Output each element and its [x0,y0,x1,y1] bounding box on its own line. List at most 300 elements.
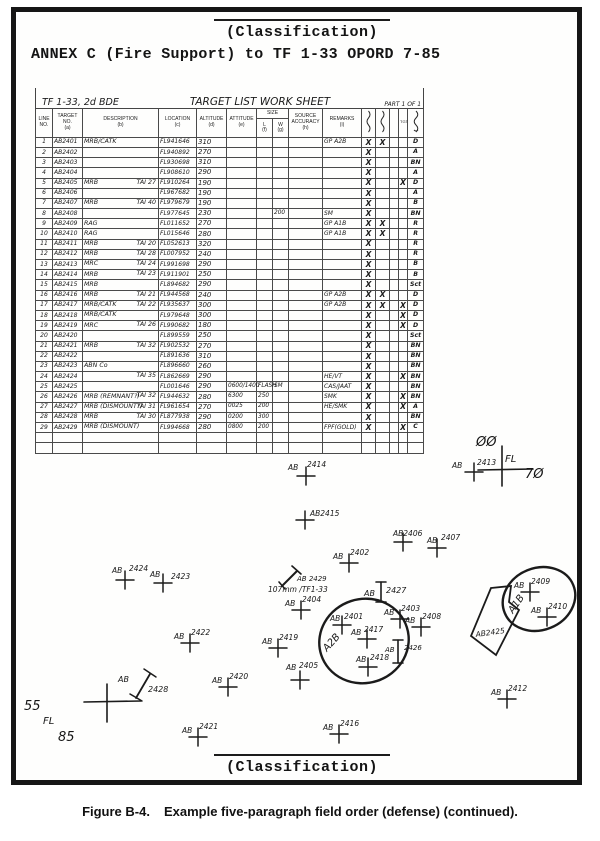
cell-c5: A [408,168,424,178]
cell-c4 [399,219,408,229]
cell-src [289,280,323,290]
cell-n: 25 [36,382,53,392]
target-row [36,249,424,259]
cell-loc: FL910264 [159,178,197,188]
cell-w [273,331,289,341]
svg-text:2422: 2422 [191,628,211,637]
cell-rem: GP A2B [323,290,362,300]
header-attitude: ATTITUDE (e) [227,109,257,138]
target-row [36,188,424,198]
cell-c4 [399,351,408,361]
cell-desc: MRB TAI 23 [83,270,159,280]
cell-c5: R [408,219,424,229]
cell-att [227,321,257,331]
cell-loc: FL944632 [159,392,197,402]
cell-w [273,137,289,147]
cell-tgt: AB2419 [53,321,83,331]
cell-c2 [376,280,390,290]
cell-n: 14 [36,270,53,280]
cell-desc: MRB TAI 28 [83,249,159,259]
cell-loc: FL862669 [159,372,197,382]
annex-title: ANNEX C (Fire Support) to TF 1-33 OPORD 7-85 [31,46,441,63]
cell-loc: FL052613 [159,239,197,249]
cell-loc: FL935637 [159,300,197,310]
cell-c4 [399,331,408,341]
cell-rem: SM [323,209,362,219]
cell-c1: X [362,147,376,157]
cell-c2 [376,321,390,331]
cell-c2 [376,198,390,208]
cell-l [257,147,273,157]
svg-text:AB: AB [330,614,341,623]
cell-w [273,249,289,259]
header-size-l: L (f) [257,119,273,137]
cell-src [289,239,323,249]
cell-c3 [390,361,399,371]
svg-text:AB: AB [452,461,463,470]
cell-c5: BN [408,361,424,371]
cell-c2 [376,331,390,341]
cell-tgt: AB2425 [53,382,83,392]
cell-loc: FL015646 [159,229,197,239]
header-remarks: REMARKS (i) [323,109,362,138]
cell-w: 200 [273,209,289,219]
cell-rem [323,270,362,280]
svg-text:85: 85 [58,730,75,745]
cell-att [227,310,257,320]
cell-alt: 290 [197,280,227,290]
cell-c4 [399,382,408,392]
target-row [36,229,424,239]
cell-n: 2 [36,147,53,157]
cell-n: 19 [36,321,53,331]
cell-c2 [376,249,390,259]
svg-text:AB: AB [150,570,161,579]
cell-l [257,372,273,382]
cell-att [227,331,257,341]
cell-c3 [390,341,399,351]
cell-l [257,270,273,280]
cell-l [257,168,273,178]
cell-src [289,392,323,402]
svg-text:2407: 2407 [441,533,461,542]
cell-desc: RAG [83,219,159,229]
cell-l [257,310,273,320]
cell-c5: Sct [408,331,424,341]
cell-w [273,260,289,270]
target-row [36,300,424,310]
cell-c2 [376,443,390,453]
cell-alt [197,433,227,443]
cell-c4 [399,270,408,280]
cell-n [36,443,53,453]
cell-n: 3 [36,158,53,168]
cell-c5: BN [408,392,424,402]
cell-l: 200 [257,423,273,433]
cell-loc: FL994668 [159,423,197,433]
cell-w [273,198,289,208]
cell-l [257,433,273,443]
cell-loc: FL979679 [159,198,197,208]
cell-w [273,433,289,443]
cell-rem [323,321,362,331]
cell-w [273,300,289,310]
cell-n: 18 [36,310,53,320]
cell-alt: 270 [197,219,227,229]
svg-text:2426: 2426 [404,644,422,652]
cell-alt: 190 [197,188,227,198]
cell-c1: X [362,260,376,270]
cell-tgt: AB2418 [53,310,83,320]
cell-c2 [376,168,390,178]
header-size-w: W (g) [273,119,289,137]
cell-tgt [53,433,83,443]
cell-c2: X [376,300,390,310]
svg-text:AB: AB [323,723,334,732]
header-location: LOCATION (c) [159,109,197,138]
cell-c1: X [362,209,376,219]
figure-caption-label: Figure B-4. [82,804,150,819]
cell-c4 [399,188,408,198]
cell-loc: FL011652 [159,219,197,229]
cell-c3 [390,280,399,290]
cell-tgt: AB2429 [53,423,83,433]
cell-alt: 240 [197,249,227,259]
cell-att [227,443,257,453]
svg-text:2413: 2413 [477,458,497,467]
cell-c2 [376,239,390,249]
cell-src [289,382,323,392]
svg-text:7Ø: 7Ø [525,467,544,482]
cell-c4: X [400,300,406,310]
cell-c3 [390,331,399,341]
target-row [36,209,424,219]
cell-c3 [390,402,399,412]
cell-tgt: AB2413 [53,260,83,270]
cell-c2 [376,402,390,412]
cell-c3 [390,372,399,382]
cell-c4 [399,137,408,147]
cell-c4 [399,198,408,208]
cell-n: 29 [36,423,53,433]
svg-text:AB: AB [491,688,502,697]
cell-c4 [399,239,408,249]
cell-c5: BN [408,382,424,392]
cell-loc [159,433,197,443]
cell-c2 [376,382,390,392]
cell-l [257,341,273,351]
cell-c3 [390,137,399,147]
cell-l [257,280,273,290]
cell-c1: X [362,229,376,239]
cell-c1: X [362,178,376,188]
cell-c1: X [362,168,376,178]
illegible-scribble-icon [365,129,372,135]
cell-w [273,443,289,453]
cell-alt [197,443,227,453]
cell-c3 [390,198,399,208]
cell-loc: FL940892 [159,147,197,157]
cell-loc: FL991698 [159,260,197,270]
cell-c3 [390,270,399,280]
cell-src [289,270,323,280]
cell-src [289,331,323,341]
cell-c1: X [362,239,376,249]
cell-c3 [390,260,399,270]
cell-desc: MRB (REMNANT?) TAI 32 [83,392,159,402]
cell-rem [323,341,362,351]
cell-c5: BN [408,341,424,351]
cell-c3 [390,147,399,157]
cell-att [227,229,257,239]
cell-c1: X [362,300,376,310]
cell-c3 [390,188,399,198]
header-tgt-col: TGT [399,109,408,138]
cell-loc: FL941646 [159,137,197,147]
cell-rem: GP A2B [323,300,362,310]
target-row [36,310,424,320]
cell-w [273,310,289,320]
header-size: SIZE [257,109,289,119]
cell-att: 0600/1400 [227,382,257,392]
cell-c4 [399,433,408,443]
cell-att: 6300 [227,392,257,402]
svg-text:2412: 2412 [508,684,528,693]
cell-tgt: AB2411 [53,239,83,249]
cell-tgt: AB2405 [53,178,83,188]
target-row [36,382,424,392]
cell-n: 17 [36,300,53,310]
cell-c5: D [408,310,424,320]
cell-rem [323,412,362,422]
cell-loc: FL877938 [159,412,197,422]
svg-text:AB: AB [212,676,223,685]
cell-rem [323,198,362,208]
cell-c2 [376,392,390,402]
cell-loc: FL977645 [159,209,197,219]
cell-n: 20 [36,331,53,341]
cell-c2 [376,260,390,270]
worksheet-header-row [36,109,424,119]
cell-c2: X [376,219,390,229]
cell-att [227,137,257,147]
cell-c1: X [362,280,376,290]
cell-att [227,219,257,229]
svg-text:FL: FL [43,716,55,727]
cell-rem: HE/SMK [323,402,362,412]
cell-n: 10 [36,229,53,239]
classification-bottom-text: (Classification) [225,759,379,776]
cell-c1: X [362,219,376,229]
cell-c2 [376,310,390,320]
cell-src [289,412,323,422]
cell-c4 [399,229,408,239]
svg-text:AB 2429: AB 2429 [297,575,327,583]
cell-alt: 280 [197,229,227,239]
cell-c4 [399,412,408,422]
cell-c3 [390,209,399,219]
target-row [36,433,424,443]
cell-n: 8 [36,209,53,219]
svg-text:AB: AB [405,616,416,625]
cell-c3 [390,219,399,229]
cell-loc: FL911901 [159,270,197,280]
cell-n: 27 [36,402,53,412]
cell-src [289,361,323,371]
cell-tgt: AB2401 [53,137,83,147]
cell-n: 15 [36,280,53,290]
cell-att [227,341,257,351]
worksheet-body [36,137,424,453]
cell-src [289,351,323,361]
cell-alt: 290 [197,372,227,382]
svg-text:AB: AB [364,589,375,598]
cell-c1 [362,443,376,453]
cell-c5 [408,433,424,443]
svg-text:AB: AB [288,463,299,472]
cell-tgt: AB2410 [53,229,83,239]
cell-tgt: AB2409 [53,219,83,229]
cell-c3 [390,433,399,443]
svg-text:2404: 2404 [302,595,322,604]
header-check-col-1 [362,109,376,138]
cell-rem: CAS/JAAT [323,382,362,392]
cell-desc [83,351,159,361]
cell-l [257,260,273,270]
cell-alt: 310 [197,158,227,168]
cell-rem [323,249,362,259]
cell-c3 [390,239,399,249]
cell-alt: 190 [197,178,227,188]
cell-att [227,280,257,290]
cell-w [273,321,289,331]
cell-alt: 180 [197,321,227,331]
cell-c1: X [362,423,376,433]
cell-l: 200 [257,402,273,412]
target-row [36,147,424,157]
cell-src [289,443,323,453]
target-row [36,331,424,341]
cell-alt: 310 [197,137,227,147]
cell-desc [83,443,159,453]
cell-c3 [390,168,399,178]
cell-src [289,158,323,168]
cell-loc: FL001646 [159,382,197,392]
cell-l [257,443,273,453]
cell-c4 [399,249,408,259]
cell-rem [323,158,362,168]
svg-text:2409: 2409 [531,577,551,586]
svg-text:2418: 2418 [370,653,390,662]
cell-n: 6 [36,188,53,198]
svg-text:AB: AB [351,628,362,637]
cell-src [289,147,323,157]
cell-n: 24 [36,372,53,382]
cell-alt: 270 [197,402,227,412]
cell-c5: D [408,137,424,147]
cell-c5: B [408,270,424,280]
target-row [36,198,424,208]
cell-loc: FL007952 [159,249,197,259]
cell-rem [323,168,362,178]
cell-c5: D [408,321,424,331]
target-row [36,270,424,280]
cell-c5: R [408,229,424,239]
cell-att: 0025 [227,402,257,412]
cell-c2 [376,351,390,361]
target-row [36,280,424,290]
cell-l [257,361,273,371]
cell-c2 [376,341,390,351]
classification-top-text: (Classification) [225,24,379,41]
cell-loc: FL891636 [159,351,197,361]
cell-c5: BN [408,372,424,382]
svg-text:AB: AB [531,606,542,615]
cell-att [227,300,257,310]
cell-w [273,239,289,249]
cell-w [273,158,289,168]
cell-alt: 260 [197,361,227,371]
cell-desc: MRB (DISMOUNT) [83,423,159,433]
cell-c3 [390,310,399,320]
cell-loc: FL902532 [159,341,197,351]
cell-loc: FL990682 [159,321,197,331]
cell-l [257,300,273,310]
cell-tgt: AB2422 [53,351,83,361]
cell-c1: X [362,158,376,168]
cell-l [257,229,273,239]
cell-alt: 270 [197,341,227,351]
svg-text:AB: AB [427,536,438,545]
cell-src [289,188,323,198]
target-row [36,443,424,453]
cell-c3 [390,443,399,453]
cell-c5: D [408,178,424,188]
cell-src [289,372,323,382]
cell-rem [323,147,362,157]
cell-src [289,423,323,433]
svg-text:2417: 2417 [364,625,384,634]
cell-tgt: AB2426 [53,392,83,402]
cell-rem [323,433,362,443]
cell-tgt: AB2412 [53,249,83,259]
cell-l [257,137,273,147]
cell-c1: X [362,402,376,412]
cell-c5: A [408,147,424,157]
cell-c3 [390,158,399,168]
svg-text:AB: AB [174,632,185,641]
cell-l [257,178,273,188]
cell-tgt: AB2407 [53,198,83,208]
cell-w [273,280,289,290]
cell-desc: MRB TAI 40 [83,198,159,208]
cell-tgt: AB2424 [53,372,83,382]
svg-text:AB2425: AB2425 [475,625,506,639]
cell-alt: 290 [197,382,227,392]
cell-c3 [390,321,399,331]
cell-src [289,198,323,208]
cell-l [257,331,273,341]
cell-att [227,209,257,219]
cell-l: 250 [257,392,273,402]
worksheet-title: TARGET LIST WORK SHEET [189,96,331,108]
cell-l: FLASH [257,382,273,392]
cell-src [289,168,323,178]
cell-tgt: AB2406 [53,188,83,198]
cell-loc [159,443,197,453]
cell-c3 [390,351,399,361]
figure-caption-text: Example five-paragraph field order (defense) (continued). [163,804,518,819]
